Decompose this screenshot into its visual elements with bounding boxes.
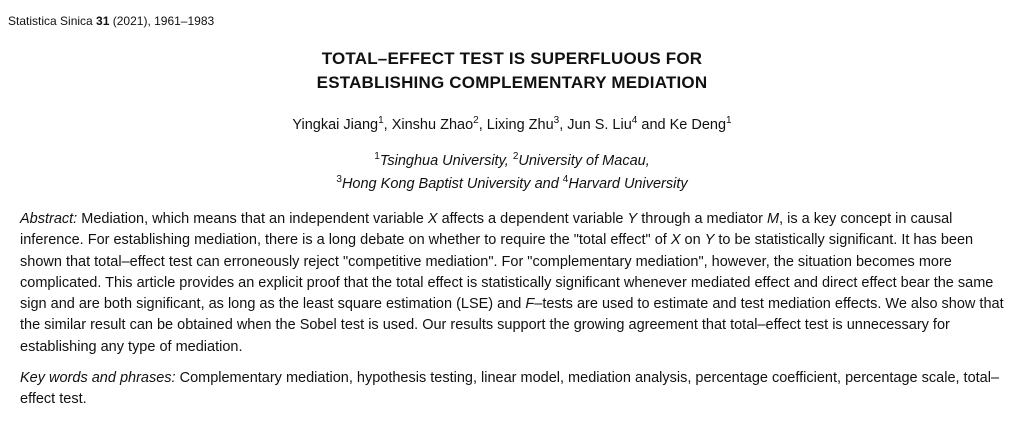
paper-title [0, 47, 1024, 95]
abstract-text: Mediation, which means that an independent variable [81, 211, 428, 227]
abstract-text: , is a key concept in causal inference. For establishing mediation, there is a long debate on whether to require the "total effect" of [20, 211, 953, 249]
keywords-label: Key words and phrases: [20, 370, 176, 386]
keywords-text: Complementary mediation, hypothesis testing, linear model, mediation analysis, percentage coefficient, percentage scale, total–effect test. [20, 370, 1000, 407]
title-line-1: TOTAL–EFFECT TEST IS SUPERFLUOUS FOR [321, 49, 703, 68]
affiliation-name: Harvard University [568, 176, 688, 192]
author-affiliation-marker: 2 [473, 115, 479, 127]
author-list [0, 115, 1024, 135]
author-name: Ke Deng [669, 117, 727, 133]
affiliation-marker: 3 [336, 174, 342, 186]
abstract-text: on [680, 232, 705, 249]
affiliation-marker: 4 [562, 174, 569, 186]
abstract-label: Abstract: [20, 211, 78, 227]
affiliation-marker: 1 [374, 151, 380, 163]
abstract-paragraph [20, 209, 1005, 358]
affiliation-line-2 [0, 173, 1024, 196]
author-name: Jun S. Liu [567, 117, 632, 133]
keywords-paragraph [20, 368, 1005, 409]
abstract-text: –tests are used to estimate and test mediation effects. We also show that the similar result can be obtained when the Sobel test is used. Our results support the growing agreement that total–effect test is unnecessary for establishing any type of mediation. [20, 296, 1004, 355]
author-affiliation-marker: 3 [553, 115, 560, 127]
abstract-math-symbol: M [766, 211, 780, 227]
author-name: Lixing Zhu [486, 117, 554, 133]
journal-citation [8, 13, 214, 29]
journal-year-pages: (2021), 1961–1983 [112, 14, 215, 28]
author-separator: , [559, 117, 568, 133]
abstract-math-symbol: X [670, 232, 681, 249]
author-affiliation-marker: 1 [726, 115, 732, 127]
abstract-text: affects a dependent variable [437, 211, 628, 227]
author-name: Yingkai Jiang [292, 117, 379, 133]
affiliation-name: Tsinghua University, [379, 153, 513, 169]
abstract-math-symbol: F [525, 296, 535, 313]
journal-name: Statistica Sinica [8, 14, 93, 28]
author-affiliation-marker: 4 [631, 115, 638, 127]
abstract-math-symbol: X [427, 211, 438, 227]
abstract-text: to be statistically significant. It has been shown that total–effect test can erroneously reject "competitive mediation". For "complementary mediation", however, the situation becomes more complicated. This article provides an explicit proof that the total effect is statistically significant whenever mediated effect and direct effect bear the same sign and are both significant, as long as the least square estimation (LSE) and [20, 232, 994, 313]
author-affiliation-marker: 1 [378, 115, 384, 127]
author-separator: , [478, 117, 487, 133]
journal-volume: 31 [96, 14, 110, 28]
author-separator: and [637, 117, 670, 133]
abstract-text: through a mediator [637, 211, 767, 227]
author-name: Xinshu Zhao [391, 117, 474, 133]
abstract-math-symbol: Y [627, 211, 638, 227]
affiliation-marker: 2 [512, 151, 519, 163]
affiliation-line-1 [0, 150, 1024, 173]
affiliation-name: University of Macau, [518, 153, 650, 169]
abstract-math-symbol: Y [704, 232, 715, 249]
author-separator: , [383, 117, 392, 133]
affiliations [0, 150, 1024, 196]
title-line-2: ESTABLISHING COMPLEMENTARY MEDIATION [316, 73, 708, 92]
affiliation-name: Hong Kong Baptist University and [341, 176, 563, 192]
